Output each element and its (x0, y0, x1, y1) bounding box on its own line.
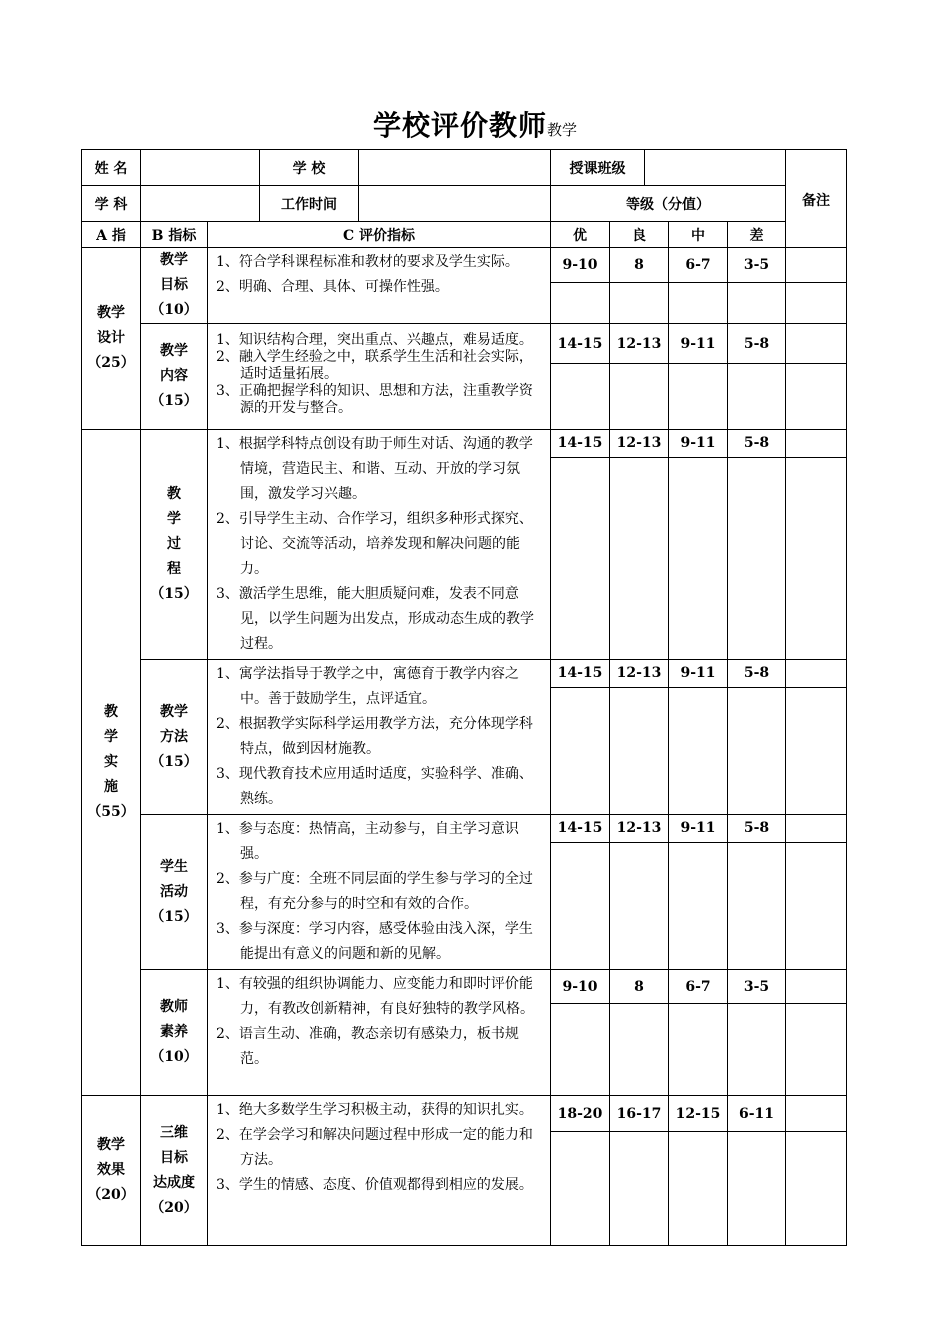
a-label-line: 施 (104, 779, 118, 795)
col-c-header: C 评价指标 (208, 222, 551, 248)
table-row (82, 815, 847, 843)
b-label-line: 过 (167, 536, 181, 552)
criteria-item: 1、符合学科课程标准和教材的要求及学生实际。 (216, 254, 519, 270)
remark-cell[interactable] (786, 687, 847, 814)
criteria-item: 3、激活学生思维，能大胆质疑问难，发表不同意见，以学生问题为出发点，形成动态生成的教学过程。 (216, 586, 534, 652)
check-liang-cell[interactable] (610, 282, 669, 323)
criteria-text (208, 1096, 551, 1246)
indicator-b-label (141, 324, 208, 430)
worktime-label: 工作时间 (260, 186, 359, 222)
a-label-line: （25） (87, 355, 135, 371)
score-cha: 3-5 (728, 248, 786, 283)
remark-cell[interactable] (786, 430, 847, 458)
title-main: 学校评价教师 (372, 109, 547, 142)
score-zhong: 9-11 (669, 660, 728, 688)
remark-cell[interactable] (786, 457, 847, 659)
check-you-cell[interactable] (551, 1004, 610, 1096)
a-label-line: 实 (104, 754, 118, 770)
score-you: 14-15 (551, 660, 610, 688)
check-you-cell[interactable] (551, 282, 610, 323)
remark-cell[interactable] (786, 842, 847, 969)
a-label-line: 效果 (97, 1162, 125, 1178)
check-cha-cell[interactable] (728, 457, 786, 659)
score-zhong: 6-7 (669, 248, 728, 283)
check-cha-cell[interactable] (728, 282, 786, 323)
class-field[interactable] (645, 150, 786, 186)
check-you-cell[interactable] (551, 364, 610, 430)
a-label-line: 教学 (97, 1137, 125, 1153)
check-zhong-cell[interactable] (669, 842, 728, 969)
b-label-line: （15） (150, 393, 198, 409)
indicator-b-label (141, 815, 208, 970)
b-label-line: 学生 (160, 858, 188, 875)
criteria-item: 1、寓学法指导于教学之中，寓德育于教学内容之中。善于鼓励学生，点评适宜。 (216, 666, 519, 707)
table-row (82, 430, 847, 458)
score-zhong: 12-15 (669, 1096, 728, 1132)
a-label-line: 教 (104, 704, 118, 720)
criteria-item: 2、在学会学习和解决问题过程中形成一定的能力和方法。 (216, 1127, 533, 1168)
criteria-item: 1、绝大多数学生学习积极主动，获得的知识扎实。 (216, 1102, 533, 1118)
criteria-item: 3、学生的情感、态度、价值观都得到相应的发展。 (216, 1177, 533, 1193)
remark-cell[interactable] (786, 364, 847, 430)
check-liang-cell[interactable] (610, 687, 669, 814)
score-you: 9-10 (551, 970, 610, 1004)
b-label-line: （15） (150, 753, 198, 770)
check-you-cell[interactable] (551, 1132, 610, 1246)
criteria-item: 1、知识结构合理，突出重点、兴趣点，难易适度。 (216, 332, 533, 348)
b-label-line: 达成度 (153, 1174, 195, 1191)
check-liang-cell[interactable] (610, 1132, 669, 1246)
table-row (82, 660, 847, 688)
check-zhong-cell[interactable] (669, 1132, 728, 1246)
b-label-line: 教 (167, 486, 181, 502)
evaluation-table (81, 149, 847, 1246)
b-label-line: （20） (150, 1199, 198, 1216)
b-label-line: 素养 (160, 1024, 188, 1040)
remark-cell[interactable] (786, 660, 847, 688)
a-label-line: （55） (87, 804, 135, 820)
col-zhong-header: 中 (669, 222, 728, 248)
b-label-line: （15） (150, 586, 198, 602)
criteria-item: 2、融入学生经验之中，联系学生生活和社会实际，适时适量拓展。 (216, 349, 533, 382)
table-row (82, 248, 847, 283)
indicator-b-label (141, 970, 208, 1096)
check-zhong-cell[interactable] (669, 364, 728, 430)
page-title (0, 104, 950, 144)
b-label-line: （15） (150, 908, 198, 925)
b-label-line: 教学 (160, 703, 188, 720)
score-zhong: 9-11 (669, 815, 728, 843)
check-cha-cell[interactable] (728, 1132, 786, 1246)
criteria-item: 3、正确把握学科的知识、思想和方法，注重教学资源的开发与整合。 (216, 383, 533, 416)
score-you: 14-15 (551, 815, 610, 843)
name-label: 姓 名 (82, 150, 141, 186)
class-label: 授课班级 (551, 150, 645, 186)
col-you-header: 优 (551, 222, 610, 248)
remark-cell[interactable] (786, 815, 847, 843)
indicator-b-label (141, 430, 208, 660)
score-cha: 5-8 (728, 660, 786, 688)
criteria-text (208, 660, 551, 815)
criteria-text (208, 430, 551, 660)
b-label-line: 教师 (160, 999, 188, 1015)
score-cha: 5-8 (728, 430, 786, 458)
criteria-item: 2、明确、合理、具体、可操作性强。 (216, 279, 449, 295)
a-label-line: 学 (104, 729, 118, 745)
col-cha-header: 差 (728, 222, 786, 248)
score-liang: 12-13 (610, 430, 669, 458)
check-you-cell[interactable] (551, 842, 610, 969)
b-label-line: 学 (167, 511, 181, 527)
table-row (82, 1096, 847, 1132)
check-cha-cell[interactable] (728, 687, 786, 814)
score-liang: 8 (610, 248, 669, 283)
title-sub: 教学 (547, 121, 578, 139)
score-you: 14-15 (551, 430, 610, 458)
section-a-label (82, 430, 141, 1096)
check-you-cell[interactable] (551, 687, 610, 814)
check-liang-cell[interactable] (610, 1004, 669, 1096)
score-liang: 12-13 (610, 815, 669, 843)
b-label-line: 三维 (160, 1124, 188, 1141)
score-cha: 5-8 (728, 815, 786, 843)
worktime-field[interactable] (359, 186, 551, 222)
check-zhong-cell[interactable] (669, 687, 728, 814)
criteria-text (208, 248, 551, 324)
criteria-item: 1、有较强的组织协调能力、应变能力和即时评价能力，有教改创新精神，有良好独特的教学风格。 (216, 976, 534, 1017)
score-you: 18-20 (551, 1096, 610, 1132)
check-cha-cell[interactable] (728, 842, 786, 969)
b-label-line: 目标 (160, 277, 188, 293)
remark-cell[interactable] (786, 282, 847, 323)
section-a-label (82, 1096, 141, 1246)
score-cha: 3-5 (728, 970, 786, 1004)
check-zhong-cell[interactable] (669, 1004, 728, 1096)
score-zhong: 6-7 (669, 970, 728, 1004)
score-liang: 16-17 (610, 1096, 669, 1132)
check-liang-cell[interactable] (610, 457, 669, 659)
col-b-header: B 指标 (141, 222, 208, 248)
b-label-line: 教学 (160, 343, 188, 359)
criteria-text (208, 815, 551, 970)
a-label-line: 教学 (97, 305, 125, 321)
subject-label: 学 科 (82, 186, 141, 222)
table-row (82, 324, 847, 364)
b-label-line: 目标 (160, 1149, 188, 1166)
col-liang-header: 良 (610, 222, 669, 248)
score-you: 14-15 (551, 324, 610, 364)
subject-field[interactable] (141, 186, 260, 222)
check-you-cell[interactable] (551, 457, 610, 659)
b-label-line: 教学 (160, 252, 188, 268)
remark-cell[interactable] (786, 1004, 847, 1096)
table-row (82, 970, 847, 1004)
check-cha-cell[interactable] (728, 1004, 786, 1096)
section-a-label (82, 248, 141, 430)
check-cha-cell[interactable] (728, 364, 786, 430)
score-liang: 8 (610, 970, 669, 1004)
indicator-b-label (141, 248, 208, 324)
b-label-line: （10） (150, 302, 198, 318)
remark-cell[interactable] (786, 324, 847, 364)
criteria-item: 2、参与广度：全班不同层面的学生参与学习的全过程，有充分参与的时空和有效的合作。 (216, 871, 533, 912)
criteria-item: 2、引导学生主动、合作学习，组织多种形式探究、讨论、交流等活动，培养发现和解决问题的能力。 (216, 511, 533, 577)
b-label-line: （10） (150, 1049, 198, 1065)
b-label-line: 程 (167, 561, 181, 577)
b-label-line: 活动 (160, 883, 188, 900)
criteria-text (208, 324, 551, 430)
b-label-line: 内容 (160, 368, 188, 384)
name-field[interactable] (141, 150, 260, 186)
score-you: 9-10 (551, 248, 610, 283)
grade-label: 等级（分值） (551, 186, 786, 222)
col-a-header: A 指 (82, 222, 141, 248)
check-liang-cell[interactable] (610, 364, 669, 430)
check-zhong-cell[interactable] (669, 457, 728, 659)
remark-cell[interactable] (786, 248, 847, 283)
criteria-item: 2、语言生动、准确，教态亲切有感染力，板书规范。 (216, 1026, 519, 1067)
score-cha: 6-11 (728, 1096, 786, 1132)
b-label-line: 方法 (160, 728, 188, 745)
a-label-line: 设计 (97, 330, 125, 346)
remark-cell[interactable] (786, 1132, 847, 1246)
check-zhong-cell[interactable] (669, 282, 728, 323)
score-zhong: 9-11 (669, 324, 728, 364)
score-liang: 12-13 (610, 324, 669, 364)
criteria-item: 2、根据教学实际科学运用教学方法，充分体现学科特点，做到因材施教。 (216, 716, 533, 757)
school-label: 学 校 (260, 150, 359, 186)
criteria-item: 3、参与深度：学习内容，感受体验由浅入深，学生能提出有意义的问题和新的见解。 (216, 921, 533, 962)
criteria-item: 1、参与态度：热情高，主动参与，自主学习意识强。 (216, 821, 519, 862)
indicator-b-label (141, 1096, 208, 1246)
check-liang-cell[interactable] (610, 842, 669, 969)
school-field[interactable] (359, 150, 551, 186)
criteria-text (208, 970, 551, 1096)
score-zhong: 9-11 (669, 430, 728, 458)
criteria-item: 3、现代教育技术应用适时适度，实验科学、准确、熟练。 (216, 766, 533, 807)
criteria-item: 1、根据学科特点创设有助于师生对话、沟通的教学情境，营造民主、和谐、互动、开放的学习氛围，激发学习兴趣。 (216, 436, 533, 502)
remark-label: 备注 (786, 150, 847, 248)
remark-cell[interactable] (786, 1096, 847, 1132)
a-label-line: （20） (87, 1187, 135, 1203)
score-liang: 12-13 (610, 660, 669, 688)
remark-cell[interactable] (786, 970, 847, 1004)
score-cha: 5-8 (728, 324, 786, 364)
indicator-b-label (141, 660, 208, 815)
